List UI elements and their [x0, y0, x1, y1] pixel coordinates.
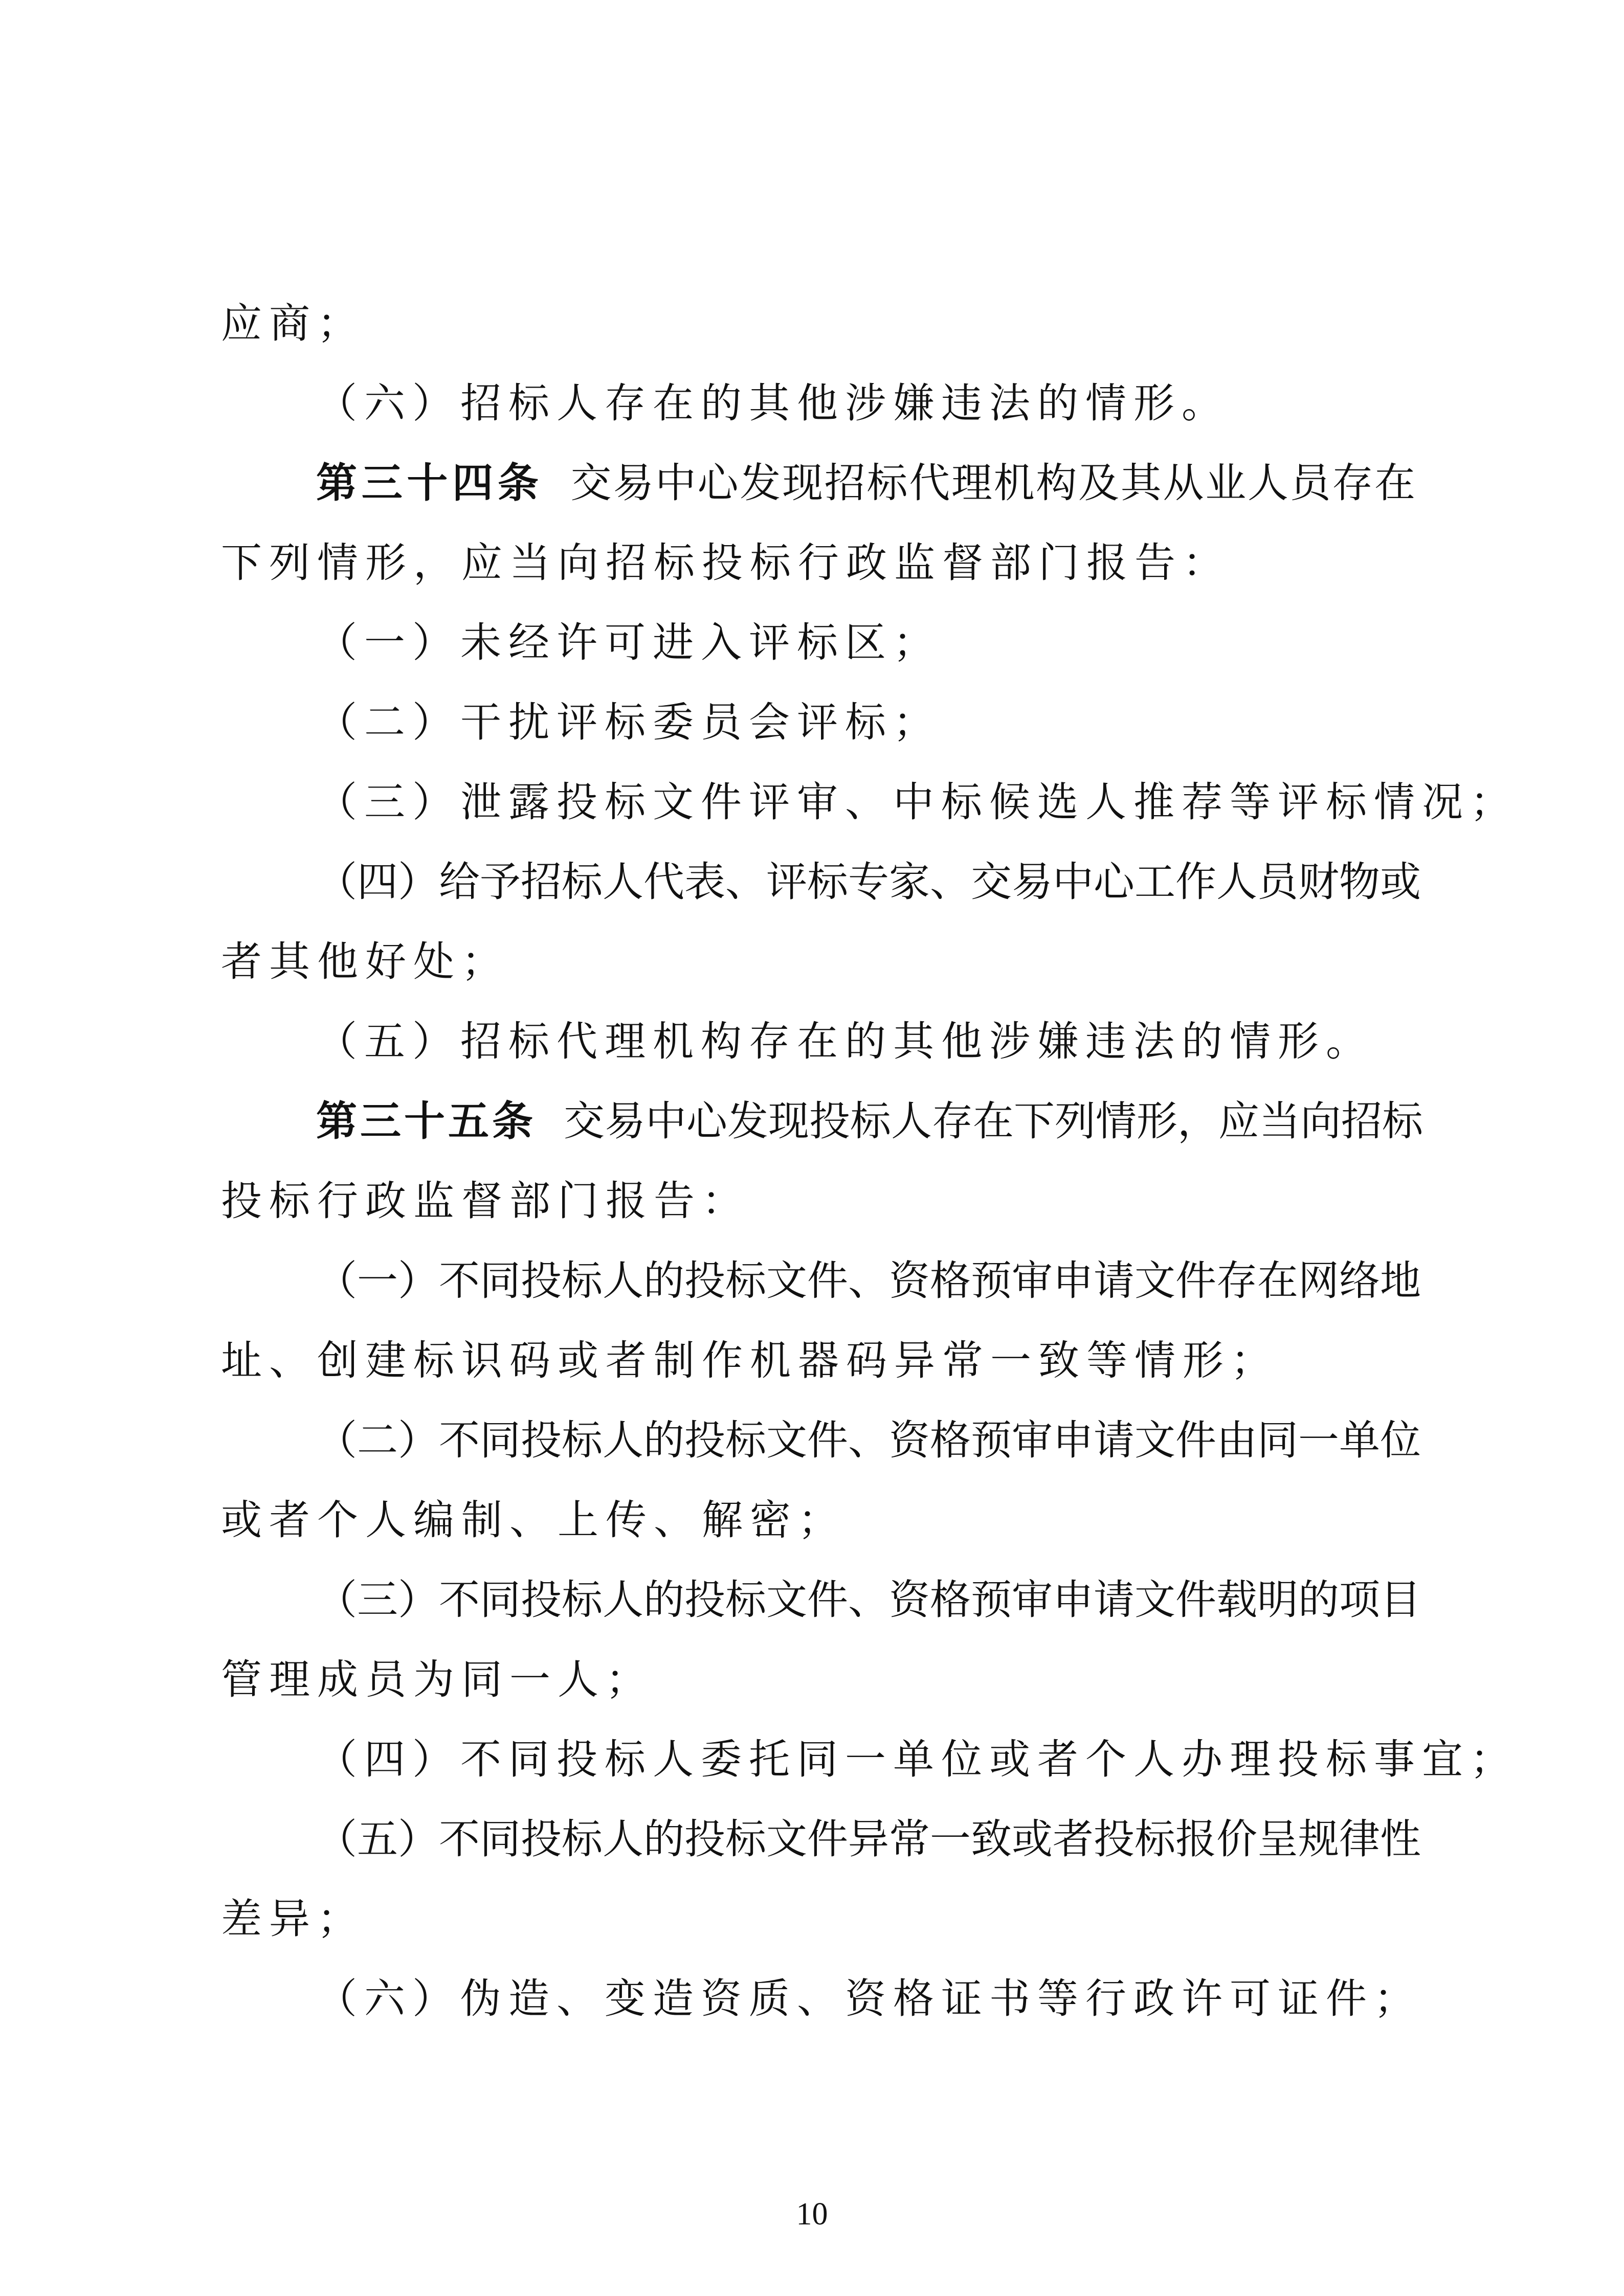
- text-line-18: [221, 1640, 1415, 1720]
- line-text: （四）给予招标人代表、评标专家、交易中心工作人员财物或: [316, 858, 1421, 906]
- line-text: 或者个人编制、上传、解密；: [221, 1496, 846, 1544]
- line-text: （二）干扰评标委员会评标；: [316, 699, 941, 746]
- line-text: （五）招标代理机构存在的其他涉嫌违法的情形。: [316, 1018, 1374, 1065]
- line-text: （六）招标人存在的其他涉嫌违法的情形。: [316, 379, 1230, 427]
- document-body: [221, 284, 1518, 2039]
- text-line-1: [221, 284, 1415, 364]
- text-line-6: [221, 683, 1415, 762]
- text-line-17: [221, 1560, 1421, 1640]
- line-text: 者其他好处；: [221, 938, 509, 985]
- line-text: 管理成员为同一人；: [221, 1656, 654, 1703]
- line-text: （一）未经许可进入评标区；: [316, 619, 941, 666]
- line-text: （四）不同投标人委托同一单位或者个人办理投标事宜；: [316, 1736, 1518, 1783]
- line-text: （三）泄露投标文件评审、中标候选人推荐等评标情况；: [316, 778, 1518, 826]
- line-text: （二）不同投标人的投标文件、资格预审申请文件由同一单位: [316, 1416, 1421, 1464]
- text-line-13: [221, 1241, 1421, 1321]
- text-line-19: [221, 1720, 1518, 1799]
- text-line-8: [221, 842, 1421, 922]
- line-text: （六）伪造、变造资质、资格证书等行政许可证件；: [316, 1975, 1422, 2022]
- text-line-4: [221, 523, 1415, 603]
- article-35-first-line: [221, 1082, 1423, 1161]
- article-34-first-line: [221, 443, 1415, 523]
- text-line-12: [221, 1161, 1415, 1241]
- text-line-21: [221, 1879, 1415, 1959]
- text-line-9: [221, 922, 1415, 1002]
- line-text: 应商；: [221, 300, 365, 347]
- text-line-14: [221, 1321, 1415, 1401]
- text-line-10: [221, 1002, 1415, 1082]
- line-text: （一）不同投标人的投标文件、资格预审申请文件存在网络地: [316, 1257, 1421, 1304]
- text-line-7: [221, 762, 1518, 842]
- line-text: 投标行政监督部门报告：: [221, 1177, 750, 1225]
- line-text: 差异；: [221, 1895, 365, 1943]
- text-line-20: [221, 1799, 1421, 1879]
- text-line-15: [221, 1401, 1421, 1480]
- text-line-2: [221, 364, 1415, 443]
- article-35-heading: 第三十五条: [316, 1097, 536, 1145]
- page-number: 10: [796, 2197, 828, 2232]
- line-text: 址、创建标识码或者制作机器码异常一致等情形；: [221, 1337, 1279, 1384]
- text-line-22: [221, 1959, 1422, 2039]
- text-line-5: [221, 603, 1415, 683]
- text-line-16: [221, 1480, 1415, 1560]
- article-34-heading: 第三十四条: [316, 459, 543, 507]
- line-text: 交易中心发现招标代理机构及其从业人员存在: [570, 459, 1416, 507]
- line-text: 下列情形，应当向招标投标行政监督部门报告：: [221, 539, 1231, 587]
- line-text: 交易中心发现投标人存在下列情形，应当向招标: [564, 1097, 1423, 1145]
- line-text: （五）不同投标人的投标文件异常一致或者投标报价呈规律性: [316, 1815, 1421, 1863]
- line-text: （三）不同投标人的投标文件、资格预审申请文件载明的项目: [316, 1576, 1421, 1624]
